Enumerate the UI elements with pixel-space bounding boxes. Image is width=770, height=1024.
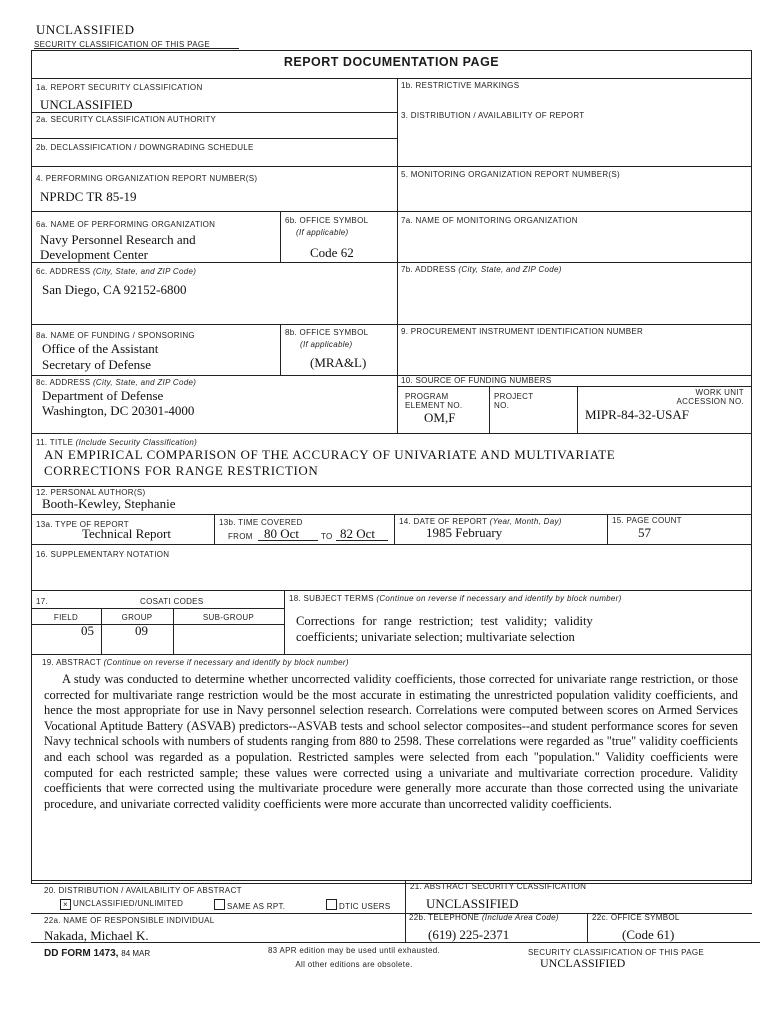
field-2b-label: 2b. DECLASSIFICATION / DOWNGRADING SCHEDULE (36, 143, 254, 152)
security-classification-label: SECURITY CLASSIFICATION OF THIS PAGE (34, 40, 211, 49)
security-label-underline (34, 48, 239, 49)
row-line (31, 654, 752, 655)
field-8c-line1: Department of Defense (42, 388, 164, 403)
field-14-value: 1985 February (426, 525, 503, 540)
field-20-opt3: DTIC USERS (339, 902, 391, 911)
row-line (31, 590, 752, 591)
footer-note1: 83 APR edition may be used until exhausted. (267, 946, 441, 955)
field-18-sub: (Continue on reverse if necessary and identify by block number) (376, 594, 622, 603)
field-21-label: 21. ABSTRACT SECURITY CLASSIFICATION (410, 882, 587, 891)
field-13b-label: 13b. TIME COVERED (219, 518, 303, 527)
col-line (607, 514, 608, 544)
form-number-label: DD FORM 1473, (44, 948, 119, 959)
field-21-value: UNCLASSIFIED (426, 896, 519, 911)
row-line (31, 324, 752, 325)
col-line (214, 514, 215, 544)
field-15-label: 15. PAGE COUNT (612, 516, 682, 525)
field-11-sub: (Include Security Classification) (75, 438, 198, 447)
field-14-sub: (Year, Month, Day) (489, 517, 562, 526)
field-11-label: 11. TITLE (36, 438, 74, 447)
checkbox-dtic-users[interactable] (326, 899, 337, 910)
field-19-sub: (Continue on reverse if necessary and identify by block number) (103, 658, 349, 667)
field-12-value: Booth-Kewley, Stephanie (42, 496, 176, 511)
col-line (397, 78, 398, 433)
row-line (31, 375, 752, 376)
row-line (31, 514, 752, 515)
field-8b-value: (MRA&L) (310, 355, 367, 370)
field-7b-label: 7b. ADDRESS (401, 265, 456, 274)
field-7b-sub: (City, State, and ZIP Code) (458, 265, 562, 274)
col-line (280, 211, 281, 262)
classification-top: UNCLASSIFIED (36, 22, 135, 37)
field-22b-value: (619) 225-2371 (428, 927, 510, 942)
field-17-group-value: 09 (135, 623, 148, 638)
abstract-text: A study was conducted to determine whether uncorrected validity coefficients, those corrected for univariate range restriction, or those corrected for multivariate range restriction would be the most accurate in estimating the unrestricted population validity coefficients, and hence the most appropriate for use in Navy personnel selection research. Correlations were computed between scores on Armed Services Vocational Aptitude Battery (ASVAB) predictors--ASVAB tests and school selector composites--and student performance scores for seven Navy technical schools with numbers of students ranging from 880 to 2598. These correlations were regarded as "true" validity coefficients and each school was regarded as a population. Restricted samples were selected from each "population." Validity coefficients were computed for each restricted sample; these values were corrected using a univariate and multivariate correction procedure. Validity coefficients that were corrected using the multivariate procedure were generally more accurate than those corrected using the univariate procedure, and univariate corrected validity coefficients were more accurate than uncorrected validity coefficients. (44, 672, 738, 811)
field-17-subgroup: SUB-GROUP (202, 613, 255, 622)
row-line (31, 433, 752, 434)
field-8b-label: 8b. OFFICE SYMBOL (285, 328, 369, 337)
field-6c-sub: (City, State, and ZIP Code) (92, 267, 197, 276)
field-14-label: 14. DATE OF REPORT (399, 517, 488, 526)
field-6a-line1: Navy Personnel Research and (40, 232, 196, 247)
col-line (405, 880, 406, 942)
form-date: 84 MAR (121, 949, 151, 958)
field-6b-label: 6b. OFFICE SYMBOL (285, 216, 369, 225)
field-8a-label: 8a. NAME OF FUNDING / SPONSORING (36, 331, 195, 340)
col-line (587, 913, 588, 942)
field-5-label: 5. MONITORING ORGANIZATION REPORT NUMBER(S) (401, 170, 620, 179)
field-13b-from: FROM (228, 532, 253, 541)
bottom-border (31, 942, 760, 943)
row-line (31, 486, 752, 487)
field-6a-line2: Development Center (40, 247, 148, 262)
field-8b-sub: (If applicable) (300, 340, 353, 349)
field-6b-value: Code 62 (310, 245, 354, 260)
field-16-label: 16. SUPPLEMENTARY NOTATION (36, 550, 170, 559)
field-19-label: 19. ABSTRACT (42, 658, 102, 667)
field-8c-label: 8c. ADDRESS (36, 378, 91, 387)
row-line (31, 624, 284, 625)
field-6c-label: 6c. ADDRESS (36, 267, 91, 276)
row-line (31, 138, 397, 139)
field-6b-sub: (If applicable) (296, 228, 349, 237)
field-6a-label: 6a. NAME OF PERFORMING ORGANIZATION (36, 220, 216, 229)
field-11-line2: CORRECTIONS FOR RANGE RESTRICTION (44, 463, 319, 478)
field-1a-value: UNCLASSIFIED (40, 97, 133, 112)
row-line (31, 880, 752, 881)
field-8c-line2: Washington, DC 20301-4000 (42, 403, 195, 418)
field-18-line1: Corrections for range restriction; test validity; validity (296, 614, 593, 628)
col-line (284, 590, 285, 654)
field-10-project-l1: PROJECT (494, 392, 534, 401)
field-17-label: 17. (36, 597, 49, 606)
field-10-program-value: OM,F (424, 410, 456, 425)
field-12-label: 12. PERSONAL AUTHOR(S) (36, 488, 146, 497)
field-17-field: FIELD (53, 613, 79, 622)
form-number (44, 948, 150, 959)
field-3-label: 3. DISTRIBUTION / AVAILABILITY OF REPORT (401, 111, 585, 120)
field-10-work-l1: WORK UNIT (695, 388, 744, 397)
field-2a-label: 2a. SECURITY CLASSIFICATION AUTHORITY (36, 115, 217, 124)
row-line (31, 211, 752, 212)
row-line (31, 608, 284, 609)
field-18-label: 18. SUBJECT TERMS (289, 594, 374, 603)
field-8a-line2: Secretary of Defense (42, 357, 151, 372)
field-1a-label: 1a. REPORT SECURITY CLASSIFICATION (36, 83, 203, 92)
field-17-cosati: COSATI CODES (140, 597, 204, 606)
field-10-program-l1: PROGRAM (405, 392, 449, 401)
field-13b-from-value: 80 Oct (264, 526, 300, 541)
field-22a-label: 22a. NAME OF RESPONSIBLE INDIVIDUAL (44, 916, 215, 925)
field-11-line1: AN EMPIRICAL COMPARISON OF THE ACCURACY OF UNIVARIATE AND MULTIVARIATE (44, 447, 616, 462)
field-10-work-value: MIPR-84-32-USAF (585, 407, 690, 422)
col-line (577, 386, 578, 433)
field-7a-label: 7a. NAME OF MONITORING ORGANIZATION (401, 216, 578, 225)
field-17-group: GROUP (121, 613, 153, 622)
field-22b-label: 22b. TELEPHONE (409, 913, 480, 922)
field-22c-label: 22c. OFFICE SYMBOL (592, 913, 680, 922)
field-20-opt2: SAME AS RPT. (227, 902, 286, 911)
field-4-label: 4. PERFORMING ORGANIZATION REPORT NUMBER(S) (36, 174, 258, 183)
col-line (280, 324, 281, 375)
checkbox-unclassified-unlimited[interactable]: × (60, 899, 71, 910)
field-10-program-l2: ELEMENT NO. (405, 401, 463, 410)
field-18-line2: coefficients; univariate selection; multivariate selection (296, 630, 575, 644)
field-13a-label: 13a. TYPE OF REPORT (36, 520, 129, 529)
col-line (489, 386, 490, 433)
checkbox-same-as-rpt[interactable] (214, 899, 225, 910)
field-22a-value: Nakada, Michael K. (44, 928, 149, 943)
field-10-project-l2: NO. (494, 401, 510, 410)
row-line (31, 544, 752, 545)
field-8a-line1: Office of the Assistant (42, 341, 159, 356)
field-8c-sub: (City, State, and ZIP Code) (92, 378, 197, 387)
field-6c-value: San Diego, CA 92152-6800 (42, 282, 187, 297)
field-20-opt1: UNCLASSIFIED/UNLIMITED (73, 899, 184, 908)
row-line (31, 78, 752, 79)
field-13a-value: Technical Report (82, 526, 171, 541)
footer-note2: All other editions are obsolete. (295, 960, 413, 969)
field-22c-value: (Code 61) (622, 927, 675, 942)
classification-bottom: UNCLASSIFIED (540, 956, 626, 970)
field-4-value: NPRDC TR 85-19 (40, 189, 137, 204)
col-line (394, 514, 395, 544)
field-13b-to-value: 82 Oct (340, 526, 376, 541)
field-15-value: 57 (638, 525, 651, 540)
field-10-work-l2: ACCESSION NO. (676, 397, 744, 406)
field-17-field-value: 05 (81, 623, 94, 638)
from-underline (258, 540, 318, 541)
field-9-label: 9. PROCUREMENT INSTRUMENT IDENTIFICATION NUMBER (401, 327, 644, 336)
form-title: REPORT DOCUMENTATION PAGE (283, 55, 500, 69)
to-underline (336, 540, 388, 541)
field-10-label: 10. SOURCE OF FUNDING NUMBERS (401, 376, 552, 385)
field-1b-label: 1b. RESTRICTIVE MARKINGS (401, 81, 520, 90)
footer-security-label: SECURITY CLASSIFICATION OF THIS PAGE (528, 948, 705, 957)
row-line (31, 166, 752, 167)
row-line (397, 386, 752, 387)
field-22b-sub: (Include Area Code) (481, 913, 559, 922)
field-13b-to: TO (321, 532, 333, 541)
field-20-label: 20. DISTRIBUTION / AVAILABILITY OF ABSTRACT (44, 886, 242, 895)
